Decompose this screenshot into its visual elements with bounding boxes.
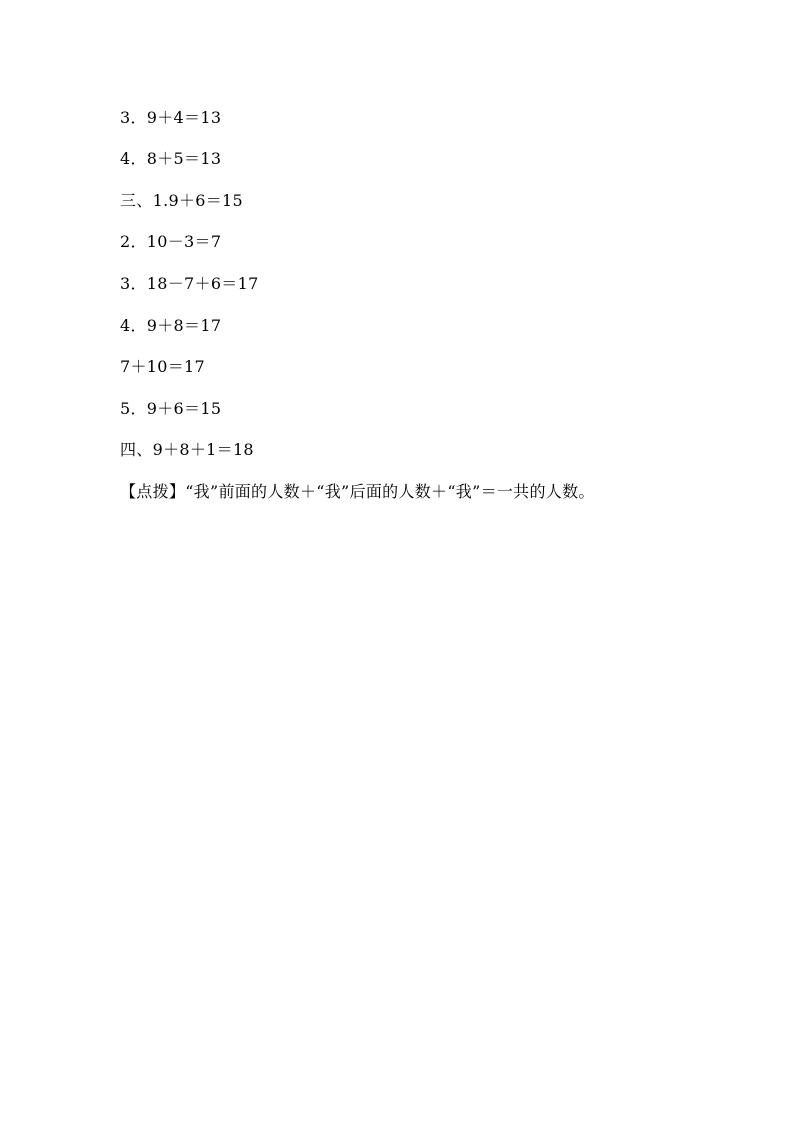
section-three-line-4a: 4．9＋8＝17	[120, 316, 222, 335]
section-three-line-3: 3．18－7＋6＝17	[120, 274, 259, 293]
section-three-line-5: 5．9＋6＝15	[120, 399, 222, 418]
answer-line-2: 4．8＋5＝13	[120, 149, 222, 168]
hint-note: 【点拨】“我”前面的人数＋“我”后面的人数＋“我”＝一共的人数。	[120, 482, 595, 501]
section-four-line-1: 四、9＋8＋1＝18	[120, 440, 254, 459]
answer-line-1: 3．9＋4＝13	[120, 108, 222, 127]
section-three-line-1: 三、1.9＋6＝15	[120, 191, 243, 210]
section-three-line-4b: 7＋10＝17	[120, 357, 205, 376]
section-three-line-2: 2．10－3＝7	[120, 232, 222, 251]
